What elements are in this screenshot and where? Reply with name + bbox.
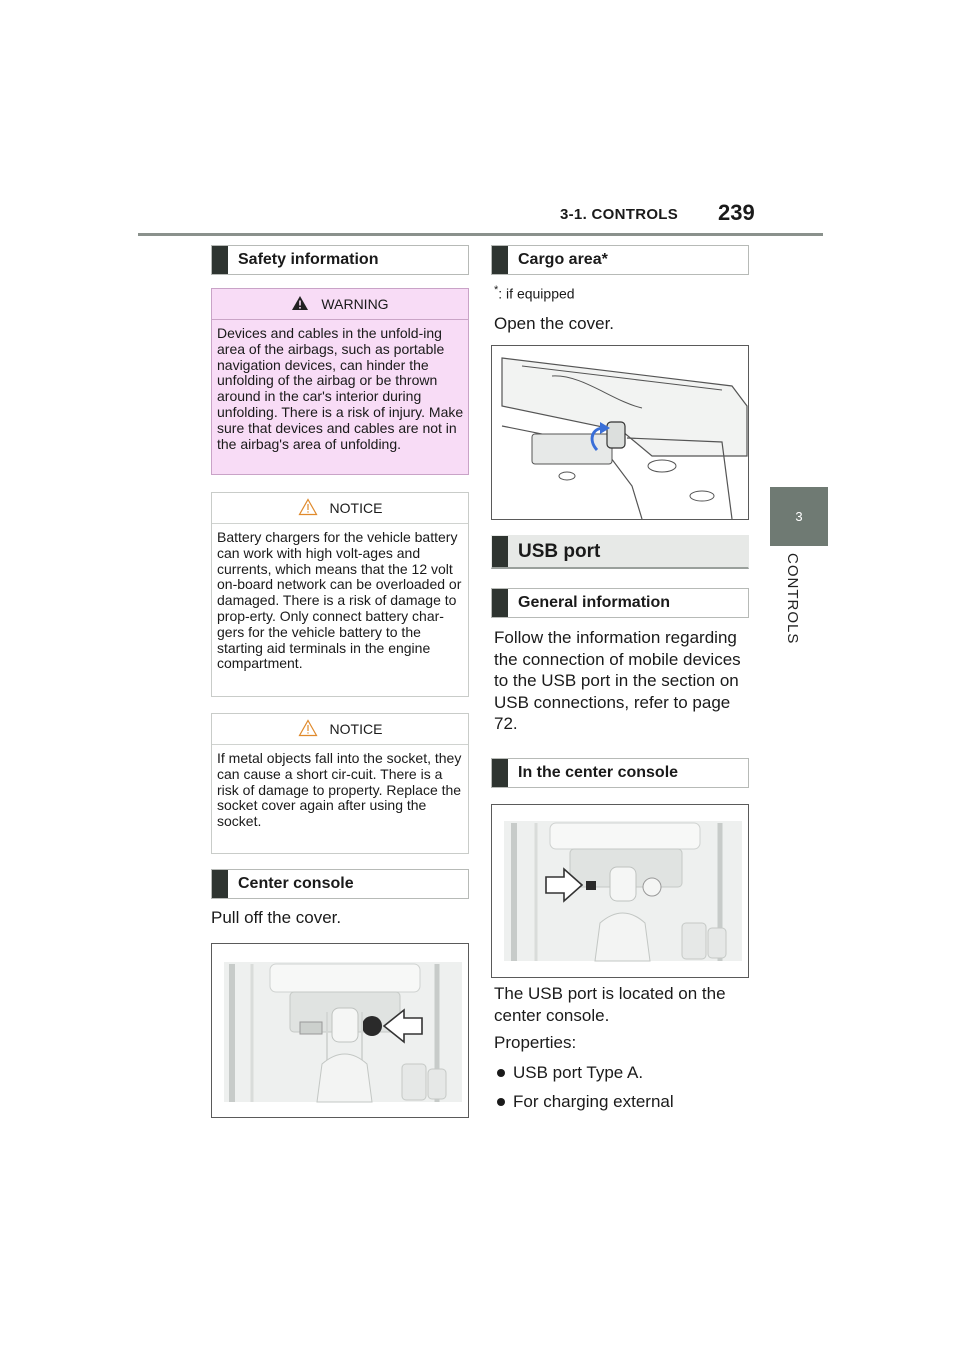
warning-header [212,289,468,320]
warning-box [211,288,469,475]
page-number: 239 [718,200,755,225]
footnote-marker: * [494,284,499,296]
center-console-illustration [211,943,469,1118]
general-info-heading [491,588,749,618]
notice-text: Battery chargers for the vehicle battery can work with high volt-ages and currents, which means that the 12 volt on-board network can be overloaded or damaged. There is a risk of damage to prop-erty. Only connect battery char-gers for the vehicle battery to the starting aid terminals in the engine compartment. [217,529,462,672]
notice-title: NOTICE [329,721,383,737]
bullet-icon [497,1098,505,1106]
heading-text: General information [518,594,671,611]
list-item [494,1058,674,1087]
safety-heading [211,245,469,275]
open-cover-text: Open the cover. [494,314,615,333]
heading-text: USB port [518,540,601,562]
warning-triangle-icon [291,295,309,314]
heading-bar [492,589,508,617]
warning-text: Devices and cables in the unfold-ing area of the airbags, such as portable navigation devices, can hinder the unfolding of the airbag or be thrown around in the car's interior during unfolding. There is a risk of injury. Make sure that devices and cables are not in the airbag's area of unfolding. [217,325,464,452]
notice-header [212,714,468,745]
chapter-tab: 3 [770,487,828,546]
section-title: 3-1. CONTROLS [560,206,679,223]
center-console-heading [211,869,469,899]
cargo-heading [491,245,749,275]
warning-title: WARNING [321,296,389,312]
heading-bar [492,536,508,567]
notice-text: If metal objects fall into the socket, they can cause a short cir-cuit. There is a risk of damage to property. Replace the socket cover again after using the socket. [217,750,462,830]
list-item-text: For charging external [513,1091,674,1111]
notice-triangle-icon [298,719,318,740]
general-info-text: Follow the information regarding the connection of mobile devices to the USB port in the section on USB connections, refer to page 72. [494,628,741,733]
pull-off-text: Pull off the cover. [211,908,342,927]
usb-port-illustration [491,804,749,978]
heading-bar [212,870,228,898]
header-rule [138,233,823,236]
footnote-text: : if equipped [498,285,575,302]
footnote [494,284,575,302]
cargo-area-illustration [491,345,749,520]
heading-text: Center console [238,875,354,892]
heading-bar [492,759,508,787]
bullet-icon [497,1069,505,1077]
usb-port-heading [491,535,749,569]
heading-text: In the center console [518,764,679,781]
properties-label: Properties: [494,1033,577,1052]
heading-text: Safety information [238,251,379,268]
notice-title: NOTICE [329,500,383,516]
list-item-text: USB port Type A. [513,1062,644,1082]
heading-bar [492,246,508,274]
chapter-label: CONTROLS [784,553,801,645]
properties-list [494,1058,674,1116]
notice-header [212,493,468,524]
notice-box-socket [211,713,469,854]
heading-bar [212,246,228,274]
usb-location-text: The USB port is located on the center console. [494,984,726,1025]
list-item [494,1087,674,1116]
notice-box-battery [211,492,469,697]
notice-triangle-icon [298,498,318,519]
heading-text: Cargo area* [518,251,608,268]
in-center-console-heading [491,758,749,788]
